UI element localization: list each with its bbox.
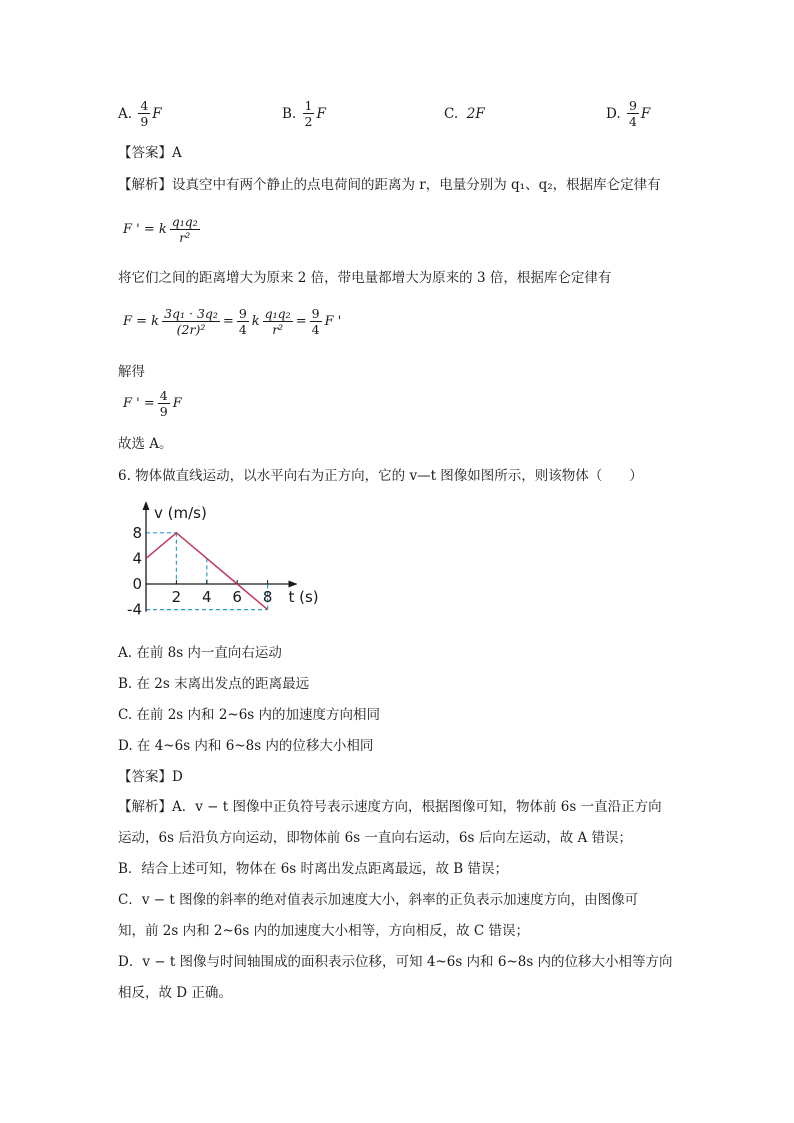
constant-k: k xyxy=(251,314,260,329)
formula-2-tail: F ' xyxy=(324,314,342,329)
y-axis-label: v (m/s) xyxy=(154,504,207,522)
option-b-label: B. xyxy=(282,105,297,122)
option-a-var: F xyxy=(152,105,162,122)
formula-2-frac4 xyxy=(309,306,323,337)
option-c-prev xyxy=(444,106,485,122)
option-d-label: D. xyxy=(606,105,621,122)
formula-2-frac2 xyxy=(236,306,250,337)
question-6-stem: 6. 物体做直线运动，以水平向右为正方向，它的 v—t 图像如图所示，则该物体（ ） xyxy=(118,468,643,484)
fraction-num: 9 xyxy=(238,306,247,321)
option-d-prev xyxy=(606,98,650,129)
fraction-num: 4 xyxy=(140,98,149,113)
equals-sign: = xyxy=(295,314,307,329)
fraction-num: 4 xyxy=(159,388,168,403)
fraction-den: 9 xyxy=(159,404,168,419)
x-tick-label: 6 xyxy=(232,588,242,606)
fraction-den: 4 xyxy=(628,114,637,129)
x-axis-label: t (s) xyxy=(288,588,319,606)
x-tick-label: 4 xyxy=(202,588,212,606)
formula-2-frac3 xyxy=(262,306,294,337)
formula-3-fraction xyxy=(157,388,171,419)
fraction-den: 4 xyxy=(238,322,247,337)
fraction-den: 4 xyxy=(311,322,320,337)
fraction-den: 9 xyxy=(140,114,149,129)
question-6-option-a: A. 在前 8s 内一直向右运动 xyxy=(118,645,282,661)
option-c-text: 2F xyxy=(466,106,485,122)
fraction-den: 2 xyxy=(304,114,313,129)
formula-1 xyxy=(122,214,202,245)
question-6-answer: 【答案】D xyxy=(118,769,183,785)
fraction-num: 1 xyxy=(304,98,313,113)
y-tick-label: 0 xyxy=(132,575,142,593)
question-6-option-b: B. 在 2s 末离出发点的距离最远 xyxy=(118,676,310,692)
formula-1-fraction xyxy=(169,214,201,245)
formula-2-lhs: F = k xyxy=(123,314,160,329)
question-6-analysis-line: 运动，6s 后沿负方向运动，即物体前 6s 一直向右运动，6s 后向左运动，故 A 错误； xyxy=(118,830,633,846)
equals-sign: = xyxy=(222,314,234,329)
x-tick-label: 8 xyxy=(262,588,273,606)
question-6-option-c: C. 在前 2s 内和 2~6s 内的加速度方向相同 xyxy=(118,707,381,723)
y-tick-label: -4 xyxy=(127,600,142,619)
fraction-den: r² xyxy=(272,322,284,337)
fraction-num: q₁q₂ xyxy=(264,306,291,321)
question-6-option-d: D. 在 4~6s 内和 6~8s 内的位移大小相同 xyxy=(118,738,374,754)
question-6-analysis-line: 知，前 2s 内和 2~6s 内的加速度大小相等，方向相反，故 C 错误； xyxy=(118,923,530,939)
question-6-analysis-line: 【解析】A．v − t 图像中正负符号表示速度方向，根据图像可知，物体前 6s 一直沿正方向 xyxy=(118,799,662,815)
analysis-prev-line3: 解得 xyxy=(118,364,145,380)
y-tick-label: 8 xyxy=(132,523,142,542)
option-a-fraction xyxy=(138,98,150,129)
answer-prev: 【答案】A xyxy=(118,145,182,161)
formula-1-lhs: F ' = k xyxy=(123,222,167,237)
option-b-prev xyxy=(282,98,326,129)
option-c-label: C. xyxy=(444,106,459,122)
fraction-num: 9 xyxy=(311,306,320,321)
option-b-var: F xyxy=(316,105,326,122)
option-a-label: A. xyxy=(118,105,133,122)
question-6-analysis-line: C．v − t 图像的斜率的绝对值表示加速度大小，斜率的正负表示加速度方向，由图像可 xyxy=(118,892,639,908)
formula-2-frac1 xyxy=(161,306,221,337)
fraction-den: r² xyxy=(179,230,191,245)
vt-graph xyxy=(127,498,340,623)
option-d-fraction xyxy=(627,98,639,129)
question-6-analysis-line: D．v − t 图像与时间轴围成的面积表示位移，可知 4~6s 内和 6~8s 内的位移大小相等方向 xyxy=(118,954,673,970)
fraction-num: 3q₁ · 3q₂ xyxy=(164,306,218,321)
x-tick-label: 2 xyxy=(171,588,182,606)
formula-3-lhs: F ' = xyxy=(123,396,155,411)
fraction-num: 9 xyxy=(628,98,637,113)
question-6-analysis-line: B．结合上述可知，物体在 6s 时离出发点距离最远，故 B 错误； xyxy=(118,861,509,877)
y-tick-label: 4 xyxy=(132,549,142,568)
analysis-prev-line1: 【解析】设真空中有两个静止的点电荷间的距离为 r，电量分别为 q₁、q₂，根据库仑定律有 xyxy=(118,177,661,193)
analysis-prev-line4: 故选 A。 xyxy=(118,436,173,452)
formula-3 xyxy=(122,388,183,419)
option-a-prev xyxy=(118,98,162,129)
y-axis-arrow xyxy=(143,501,150,510)
formula-2 xyxy=(122,306,342,337)
fraction-den: (2r)² xyxy=(176,322,206,337)
analysis-prev-line2: 将它们之间的距离增大为原来 2 倍，带电量都增大为原来的 3 倍，根据库仑定律有 xyxy=(118,270,612,286)
x-axis-arrow xyxy=(288,581,297,588)
question-6-analysis-line: 相反，故 D 正确。 xyxy=(118,985,232,1001)
option-b-fraction xyxy=(303,98,315,129)
fraction-num: q₁q₂ xyxy=(171,214,198,229)
option-d-var: F xyxy=(640,105,651,122)
formula-3-var: F xyxy=(172,396,182,411)
